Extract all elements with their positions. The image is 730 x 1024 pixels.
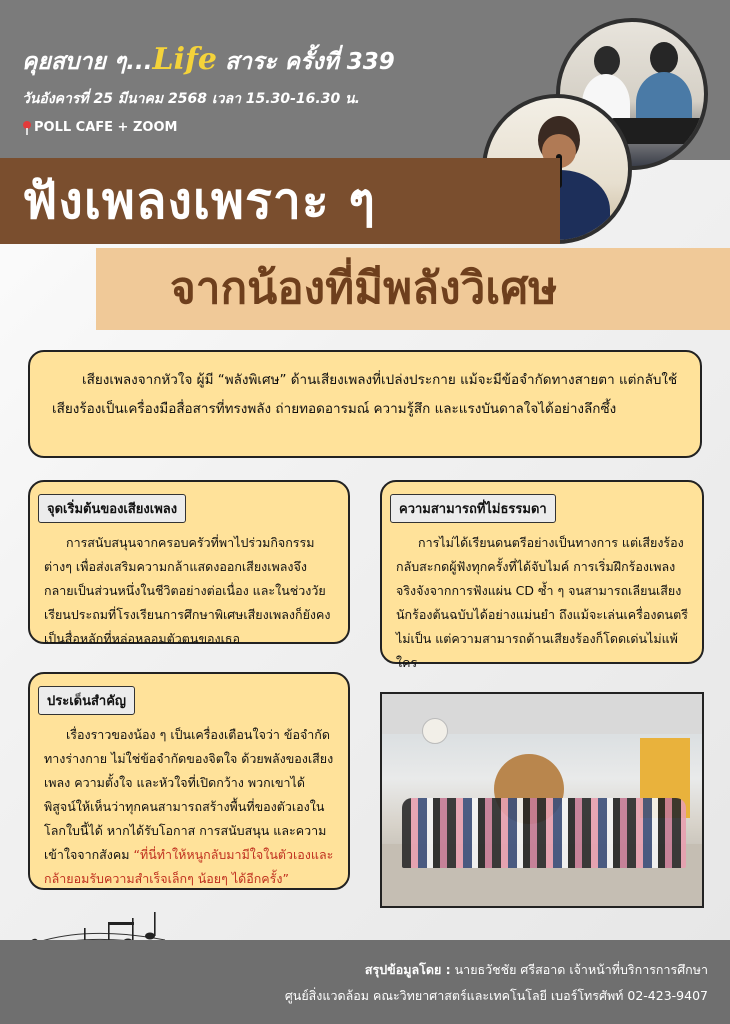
key-point-text <box>30 719 348 891</box>
footer-band <box>0 940 730 1024</box>
credit-label: สรุปข้อมูลโดย : <box>364 962 451 977</box>
intro-text: เสียงเพลงจากหัวใจ ผู้มี “พลังพิเศษ” ด้านเสียงเพลงที่เปล่งประกาย แม้จะมีข้อจำกัดทางสายตา แต่กลับใช้เสียงร้องเป็นเครื่องมือสื่อสารที่ทรงพลัง ถ่ายทอดอารมณ์ ความรู้สึก และแรงบันดาลใจได้อย่างลึกซึ้ง <box>52 372 678 417</box>
origin-text: การสนับสนุนจากครอบครัวที่พาไปร่วมกิจกรรมต่างๆ เพื่อส่งเสริมความกล้าแสดงออกเสียงเพลงจึงกลายเป็นส่วนหนึ่งในชีวิตอย่างต่อเนื่อง และในช่วงวัยเรียนประถมที่โรงเรียนการศึกษาพิเศษเสียงเพลงก็ยังคงเป็นสื่อหลักที่หล่อหลอมตัวตนของเธอ <box>44 535 331 646</box>
group-photo <box>380 692 704 908</box>
credit-name: นายธวัชชัย ศรีสอาด เจ้าหน้าที่บริการการศึกษา <box>454 962 708 977</box>
talk-title <box>22 42 395 80</box>
credit-line <box>365 960 708 980</box>
talk-prefix: คุยสบาย ๆ... <box>22 49 153 75</box>
ability-text: การไม่ได้เรียนดนตรีอย่างเป็นทางการ แต่เสียงร้องกลับสะกดผู้ฟังทุกครั้งที่ได้จับไมค์ การเริ่มฝึกร้องเพลงจริงจังจากการฟังแผ่น CD ซ้ำ ๆ จนสามารถเลียนเสียงนักร้องต้นฉบับได้อย่างแม่นยำ ถึงแม้จะเล่นเครื่องดนตรีไม่เป็น แต่ความสามารถด้านเสียงร้องก็โดดเด่นไม่แพ้ใคร <box>396 535 688 670</box>
event-datetime: วันอังคารที่ 25 มีนาคม 2568 เวลา 15.30-16.30 น. <box>22 91 360 107</box>
intro-box <box>28 350 702 458</box>
key-point-body: เรื่องราวของน้อง ๆ เป็นเครื่องเตือนใจว่า ข้อจำกัดทางร่างกาย ไม่ใช่ข้อจำกัดของจิตใจ ด้วยพลังของเสียงเพลง ความตั้งใจ และหัวใจที่เปิดกว้าง พวกเขาได้พิสูจน์ให้เห็นว่าทุกคนสามารถสร้างพื้นที่ของตัวเองในโลกใบนี้ได้ หากได้รับโอกาส การสนับสนุน และความเข้าใจจากสังคม <box>44 727 334 862</box>
ability-heading: ความสามารถที่ไม่ธรรมดา <box>390 494 556 523</box>
talk-life: Life <box>152 42 217 77</box>
origin-heading: จุดเริ่มต้นของเสียงเพลง <box>38 494 186 523</box>
key-point-heading: ประเด็นสำคัญ <box>38 686 135 715</box>
ability-box <box>380 480 704 670</box>
main-title: ฟังเพลงเพราะ ๆ <box>22 172 377 230</box>
key-point-quote: “ที่นี่ทำให้หนูกลับมามีใจในตัวเองและกล้ายอมรับความสำเร็จเล็กๆ น้อยๆ ได้อีกครั้ง” <box>44 847 334 886</box>
origin-box <box>28 480 350 644</box>
event-location <box>22 120 177 135</box>
organization-line: ศูนย์สิ่งแวดล้อม คณะวิทยาศาสตร์และเทคโนโลยี เบอร์โทรศัพท์ 02-423-9407 <box>284 988 708 1003</box>
location-pin-icon <box>22 121 32 135</box>
key-point-box <box>28 672 350 890</box>
talk-suffix: สาระ ครั้งที่ 339 <box>224 49 395 75</box>
sub-title: จากน้องที่มีพลังวิเศษ <box>170 263 558 314</box>
location-label: POLL CAFE + ZOOM <box>34 120 178 135</box>
